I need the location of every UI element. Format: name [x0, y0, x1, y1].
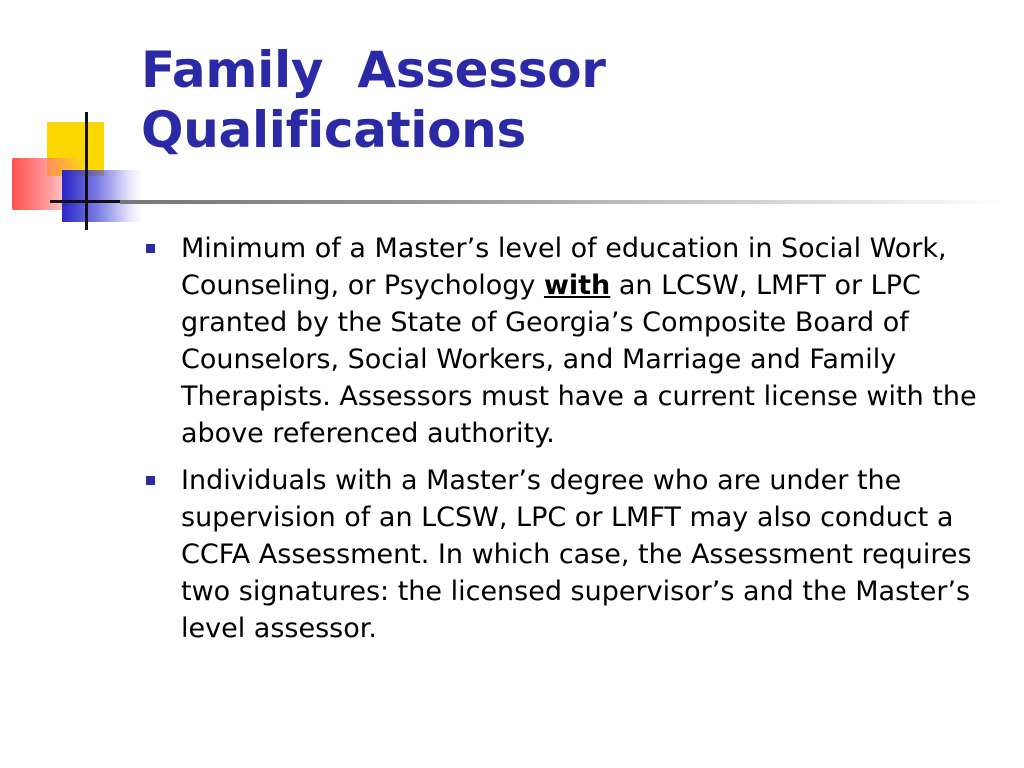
bullet-2-text: Individuals with a Master’s degree who are under the supervision of an LCSW, LPC or LMFT may also conduct a CCFA Assessment. In which case, the Assessment requires two signatures: the licensed supervisor’s and the Master’s level assessor. [181, 465, 972, 644]
slide-title-line-1: Family Assessor [141, 41, 606, 99]
title-divider [120, 200, 1010, 204]
bullet-list [140, 230, 1010, 647]
bullet-1-emphasis: with [543, 270, 611, 301]
slide-title [141, 40, 1001, 160]
bullet-square-icon [146, 244, 155, 253]
bullet-square-icon [146, 476, 155, 485]
vertical-line-decoration [85, 112, 88, 230]
bullet-item-2 [140, 462, 1010, 647]
blue-gradient-decoration [62, 170, 142, 222]
horizontal-line-decoration [50, 200, 122, 203]
bullet-1-text-start: Minimum of a Master’s level of education in Social Work, Counseling, or Psychology [181, 233, 947, 301]
bullet-item-1 [140, 230, 1010, 452]
slide-title-line-2: Qualifications [141, 101, 526, 159]
bullet-1-text-end: an LCSW, LMFT or LPC granted by the State of Georgia’s Composite Board of Counselors, Social Workers, and Marriage and Family Therapists. Assessors must have a current license with the above referenced authority. [181, 270, 977, 449]
corner-decoration [0, 0, 160, 240]
